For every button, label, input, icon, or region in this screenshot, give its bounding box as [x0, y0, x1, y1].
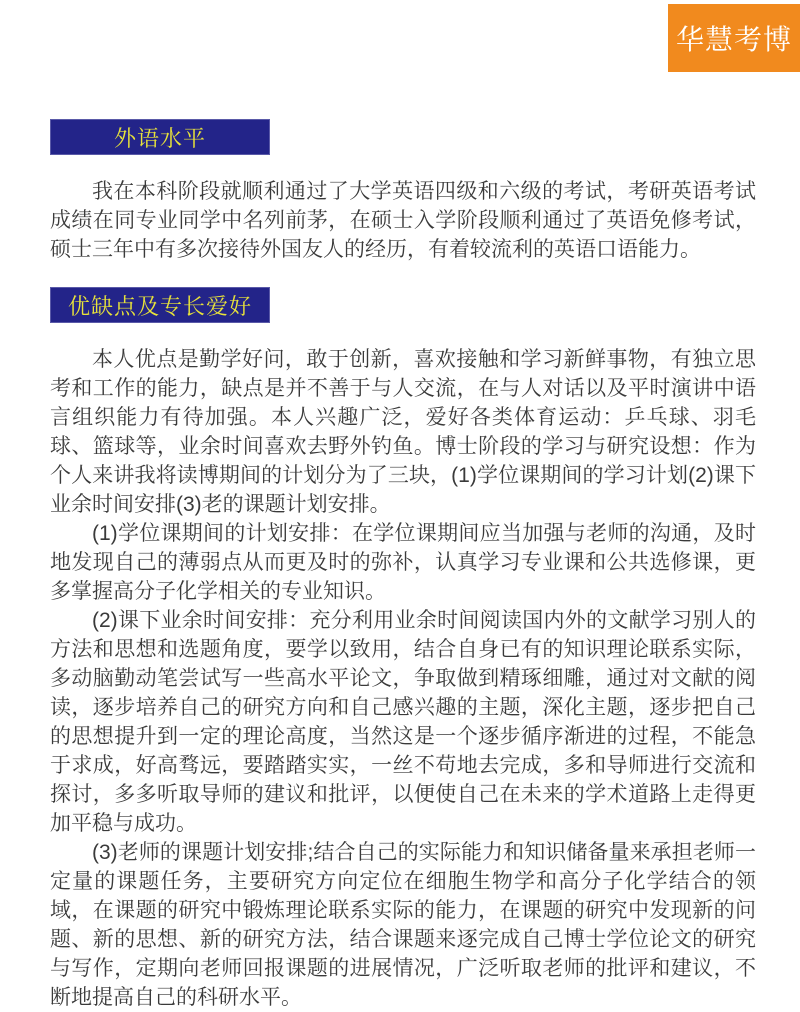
section-header-strengths-hobbies [50, 287, 270, 323]
paragraph: 我在本科阶段就顺利通过了大学英语四级和六级的考试，考研英语考试成绩在同专业同学中名列前茅，在硕士入学阶段顺利通过了英语免修考试，硕士三年中有多次接待外国友人的经历，有着较流利的英语口语能力。 [50, 180, 756, 261]
section-body-strengths-hobbies [50, 345, 756, 1012]
paragraph: (2)课下业余时间安排：充分利用业余时间阅读国内外的文献学习别人的方法和思想和选题角度，要学以致用，结合自身已有的知识理论联系实际，多动脑勤动笔尝试写一些高水平论文，争取做到精琢细雕，通过对文献的阅读，逐步培养自己的研究方向和自己感兴趣的主题，深化主题，逐步把自己的思想提升到一定的理论高度，当然这是一个逐步循序渐进的过程，不能急于求成，好高骛远，要踏踏实实，一丝不苟地去完成，多和导师进行交流和探讨，多多听取导师的建议和批评，以便使自己在未来的学术道路上走得更加平稳与成功。 [50, 609, 756, 835]
section-header-foreign-language [50, 119, 270, 155]
brand-badge-label: 华慧考博 [675, 24, 792, 55]
paragraph: (3)老师的课题计划安排;结合自己的实际能力和知识储备量来承担老师一定量的课题任务，主要研究方向定位在细胞生物学和高分子化学结合的领域，在课题的研究中锻炼理论联系实际的能力，在课题的研究中发现新的问题、新的思想、新的研究方法，结合课题来逐完成自己博士学位论文的研究与写作，定期向老师回报课题的进展情况，广泛听取老师的批评和建议，不断地提高自己的科研水平。 [50, 841, 756, 1009]
document-content [50, 0, 756, 1012]
section-title: 优缺点及专长爱好 [67, 293, 252, 319]
paragraph: (1)学位课期间的计划安排：在学位课期间应当加强与老师的沟通，及时地发现自己的薄弱点从而更及时的弥补，认真学习专业课和公共选修课，更多掌握高分子化学相关的专业知识。 [50, 522, 756, 603]
section-body-foreign-language [50, 177, 756, 264]
section-title: 外语水平 [113, 125, 206, 151]
paragraph: 本人优点是勤学好问，敢于创新，喜欢接触和学习新鲜事物，有独立思考和工作的能力，缺点是并不善于与人交流，在与人对话以及平时演讲中语言组织能力有待加强。本人兴趣广泛，爱好各类体育运动：乒乓球、羽毛球、篮球等，业余时间喜欢去野外钓鱼。博士阶段的学习与研究设想：作为个人来讲我将读博期间的计划分为了三块，(1)学位课期间的学习计划(2)课下业余时间安排(3)老的课题计划安排。 [50, 348, 756, 516]
